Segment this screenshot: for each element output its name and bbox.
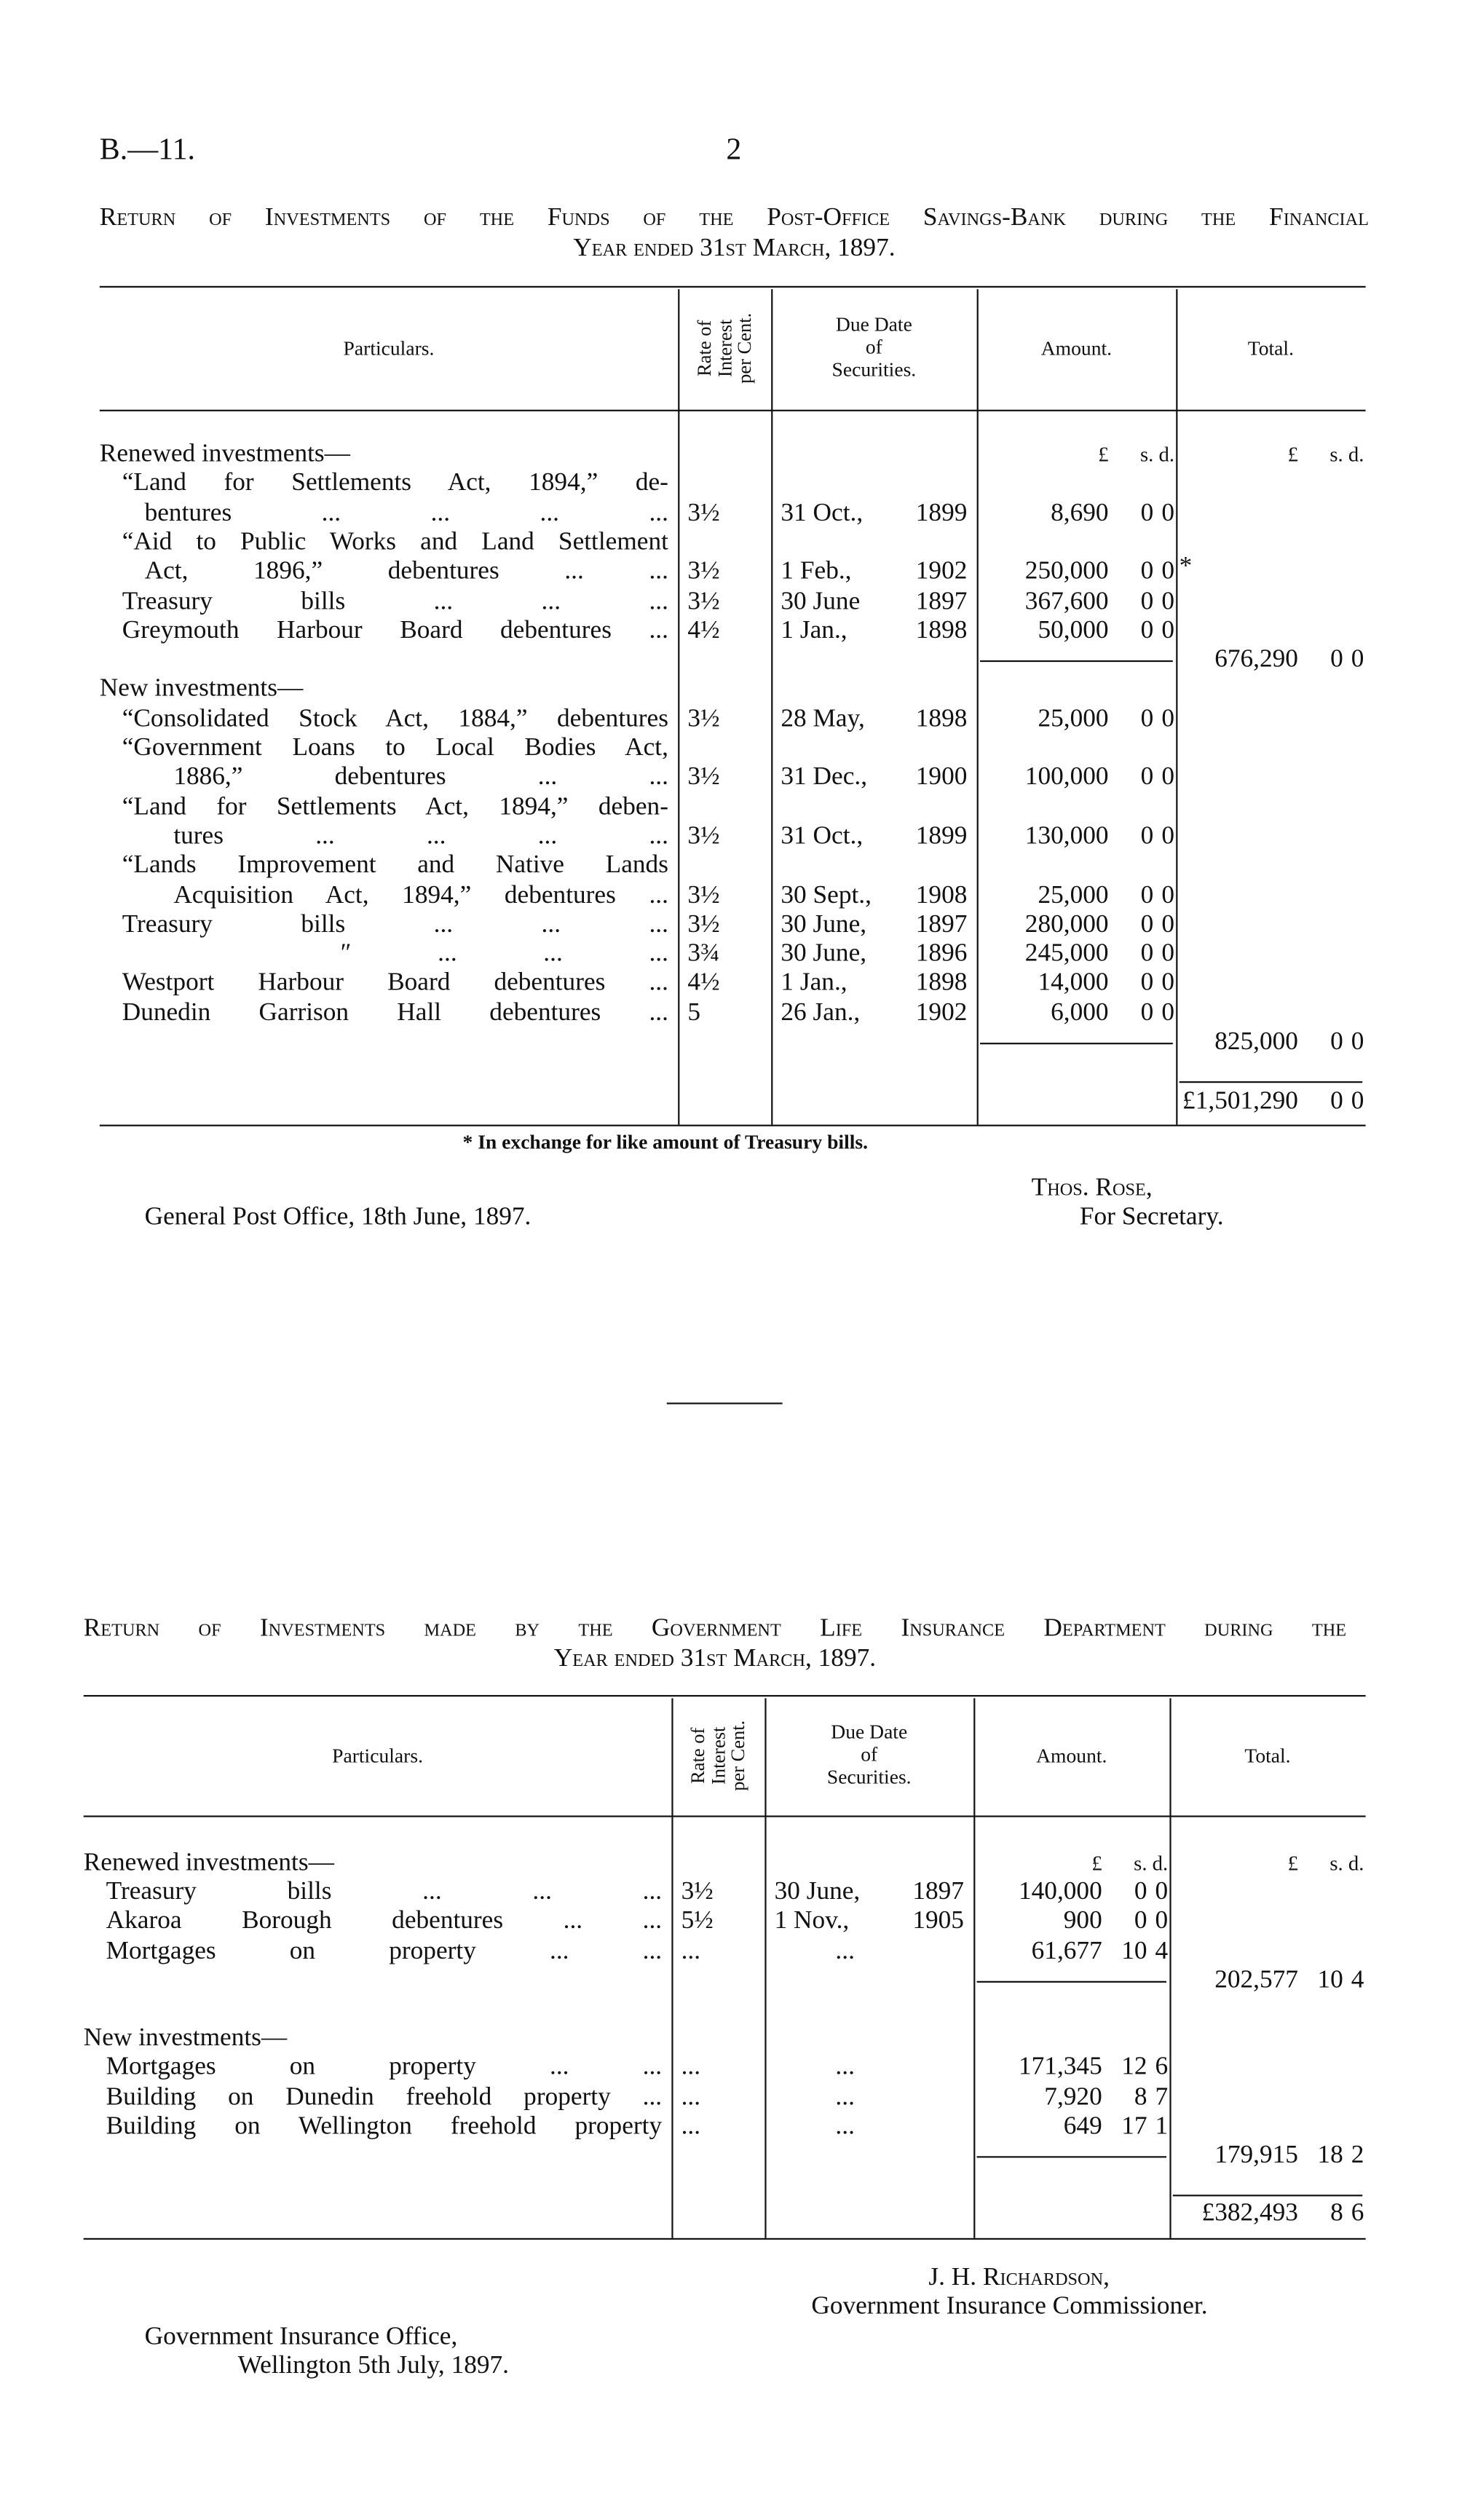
header-rate-line: per Cent. — [726, 1719, 749, 1790]
row-particulars: bentures ... ... ... ... — [144, 499, 668, 526]
row-amount-pence: 0 — [1161, 822, 1175, 850]
row-amount-shillings: 12 — [1121, 2053, 1147, 2082]
row-total-shillings: s. — [1329, 1851, 1343, 1876]
row-total-shillings: 10 — [1317, 1966, 1343, 1994]
row-total-pounds: £ — [1287, 1851, 1298, 1876]
header-particulars: Particulars. — [343, 336, 435, 360]
table2-title-line1: Return of Investments made by the Government Life Insurance Department during the — [83, 1614, 1347, 1643]
row-amount-shillings: 17 — [1121, 2112, 1147, 2140]
row-amount-pence: 6 — [1155, 2053, 1169, 2082]
row-particulars: Acquisition Act, 1894,” debentures ... — [173, 881, 668, 909]
header-due-date — [764, 1720, 973, 1788]
row-due-year: 1898 — [915, 705, 968, 732]
row-due-day: 30 June, — [774, 1878, 861, 1906]
row-particulars: “Consolidated Stock Act, 1884,” debentures — [122, 705, 668, 732]
row-amount-pounds: 130,000 — [1024, 822, 1109, 850]
row-amount-pence: 0 — [1161, 763, 1175, 791]
row-amount-pounds: 25,000 — [1038, 705, 1109, 732]
header-due-line: Securities. — [826, 1764, 912, 1788]
row-amount-pounds: 8,690 — [1051, 499, 1109, 526]
row-due-year: 1902 — [915, 998, 968, 1027]
row-rate: 3½ — [687, 499, 720, 526]
row-rate: 3½ — [687, 881, 720, 909]
row-rate: 3½ — [687, 763, 720, 791]
row-total-pounds: 825,000 — [1214, 1028, 1298, 1056]
row-due-year: 1899 — [915, 499, 968, 526]
header-rule — [84, 1815, 1366, 1817]
row-rate: 5½ — [681, 1908, 714, 1935]
row-particulars: Westport Harbour Board debentures ... — [122, 969, 668, 997]
row-rate: ... — [681, 2083, 701, 2111]
row-total-pence: 4 — [1351, 1966, 1364, 1994]
row-amount-shillings: 0 — [1140, 940, 1154, 968]
row-amount-shillings: 0 — [1140, 763, 1154, 791]
row-due-day: 26 Jan., — [781, 998, 861, 1027]
row-amount-shillings: 0 — [1140, 587, 1154, 615]
row-amount-pence: 0 — [1161, 998, 1175, 1027]
row-rate: 3½ — [687, 705, 720, 732]
table1-footnote: * In exchange for like amount of Treasury bills. — [462, 1131, 869, 1154]
row-due-year: 1908 — [915, 881, 968, 909]
header-total: Total. — [1244, 1744, 1291, 1767]
header-amount: Amount. — [1040, 336, 1113, 360]
row-rate: 5 — [687, 998, 701, 1027]
table-row — [0, 2054, 1462, 2083]
row-due-day: 31 Oct., — [781, 822, 864, 850]
table1-title-line2: Year ended 31st March, 1897. — [573, 234, 896, 262]
row-particulars: New investments— — [83, 2024, 288, 2053]
row-amount-pence: 0 — [1161, 499, 1175, 526]
row-amount-shillings: 0 — [1134, 1908, 1147, 1935]
table2-signatory: J. H. Richardson, — [928, 2264, 1110, 2291]
row-amount-shillings: 0 — [1140, 969, 1154, 997]
row-total-pounds: 179,915 — [1214, 2141, 1298, 2169]
header-rate-line: Rate of — [692, 319, 716, 376]
row-amount-pence: 0 — [1161, 616, 1175, 644]
row-due-year: 1897 — [912, 1878, 964, 1906]
row-due-dots: ... — [835, 2083, 855, 2111]
row-particulars: Greymouth Harbour Board debentures ... — [122, 616, 668, 644]
table-row — [0, 2083, 1462, 2112]
header-rate-line: Interest — [713, 318, 736, 376]
row-total-pence: 6 — [1351, 2200, 1364, 2228]
row-particulars: Building on Dunedin freehold property ... — [106, 2083, 663, 2111]
row-due-day: 28 May, — [781, 705, 865, 732]
row-amount-pounds: 50,000 — [1038, 616, 1109, 644]
row-amount-pounds: 250,000 — [1024, 558, 1109, 585]
row-due-year: 1898 — [915, 616, 968, 644]
row-amount-pence: 0 — [1155, 1878, 1169, 1906]
row-total-pounds: £382,493 — [1201, 2200, 1298, 2228]
row-particulars: Akaroa Borough debentures ... ... — [106, 1908, 663, 1935]
row-particulars: Dunedin Garrison Hall debentures ... — [122, 998, 668, 1027]
row-due-year: 1897 — [915, 587, 968, 615]
table-row — [0, 1879, 1462, 1908]
row-amount-pounds: 61,677 — [1031, 1937, 1102, 1964]
table-row — [0, 2025, 1462, 2054]
table-row — [0, 1996, 1462, 2025]
row-footnote-mark: * — [1179, 553, 1193, 580]
row-due-day: 30 June — [781, 587, 861, 615]
table-row — [0, 2200, 1462, 2229]
table-row — [0, 1937, 1462, 1966]
row-particulars: “Land for Settlements Act, 1894,” deben- — [122, 793, 668, 821]
row-amount-pence: 1 — [1155, 2112, 1169, 2140]
row-due-dots: ... — [835, 2112, 855, 2140]
row-particulars: tures ... ... ... ... — [173, 822, 668, 850]
row-rate: ... — [681, 2053, 701, 2082]
row-amount-pence: 0 — [1161, 558, 1175, 585]
row-due-day: 1 Jan., — [781, 616, 847, 644]
row-total-pounds: £1,501,290 — [1182, 1086, 1298, 1115]
row-total-pounds: 202,577 — [1214, 1966, 1298, 1994]
row-rate: ... — [681, 2112, 701, 2140]
header-due-line: Due Date — [831, 1720, 908, 1743]
row-amount-shillings: 0 — [1140, 705, 1154, 732]
row-particulars: Mortgages on property ... ... — [106, 2053, 663, 2082]
row-particulars: ″ ... ... ... — [340, 940, 668, 968]
row-due-year: 1897 — [915, 910, 968, 939]
row-amount-shillings: s. — [1139, 441, 1154, 466]
row-total-shillings: 0 — [1330, 1028, 1343, 1056]
header-rate-line: Rate of — [686, 1726, 709, 1783]
subtotal-rule — [977, 2156, 1166, 2157]
row-particulars: Act, 1896,” debentures ... ... — [144, 558, 668, 585]
row-due-year: 1899 — [915, 822, 968, 850]
row-rate: 3½ — [687, 558, 720, 585]
row-amount-pence: 4 — [1155, 1937, 1169, 1964]
header-particulars: Particulars. — [332, 1744, 423, 1767]
row-amount-pounds: £ — [1091, 1851, 1102, 1876]
row-amount-pounds: 245,000 — [1024, 940, 1109, 968]
row-due-day: 31 Dec., — [781, 763, 868, 791]
row-due-dots: ... — [835, 1937, 855, 1964]
row-amount-pounds: 6,000 — [1051, 998, 1109, 1027]
row-amount-pounds: 100,000 — [1024, 763, 1109, 791]
row-amount-pence: 0 — [1161, 969, 1175, 997]
row-rate: 3¾ — [687, 940, 720, 968]
header-due-line: of — [861, 1742, 878, 1765]
row-amount-pence: 0 — [1161, 940, 1175, 968]
table1-signatory-title: For Secretary. — [1079, 1203, 1224, 1231]
row-total-pence: 0 — [1351, 646, 1364, 674]
header-due-line: of — [865, 335, 882, 358]
row-particulars: Treasury bills ... ... ... — [106, 1878, 663, 1906]
table-row — [0, 1966, 1462, 1995]
row-amount-pounds: 140,000 — [1018, 1878, 1102, 1906]
row-rate: 4½ — [687, 969, 720, 997]
table-bottom-rule — [84, 2238, 1366, 2240]
row-total-pence: 0 — [1351, 1028, 1364, 1056]
row-amount-pence: 0 — [1161, 910, 1175, 939]
table-row — [0, 2171, 1462, 2200]
table2-office: Government Insurance Office, — [144, 2323, 458, 2351]
table-row — [0, 1849, 1462, 1879]
row-amount-shillings: 0 — [1140, 881, 1154, 909]
row-amount-shillings: 0 — [1140, 822, 1154, 850]
header-total: Total. — [1247, 336, 1295, 360]
row-particulars: Treasury bills ... ... ... — [122, 587, 668, 615]
row-particulars: Treasury bills ... ... ... — [122, 910, 668, 939]
header-rate — [688, 1697, 748, 1813]
row-amount-shillings: 0 — [1140, 998, 1154, 1027]
row-due-dots: ... — [835, 2053, 855, 2082]
row-total-pence: d. — [1348, 441, 1364, 466]
row-due-year: 1898 — [915, 969, 968, 997]
row-particulars: “Government Loans to Local Bodies Act, — [122, 734, 668, 762]
row-due-year: 1896 — [915, 940, 968, 968]
row-amount-shillings: 0 — [1140, 558, 1154, 585]
row-amount-pence: d. — [1158, 441, 1175, 466]
row-amount-pence: 0 — [1161, 881, 1175, 909]
table1-signatory: Thos. Rose, — [1031, 1174, 1153, 1202]
subtotal-rule — [977, 1980, 1166, 1982]
header-due-line: Due Date — [835, 312, 912, 336]
row-rate: 3½ — [687, 587, 720, 615]
row-amount-pounds: 900 — [1063, 1908, 1102, 1935]
total-rule — [1173, 2195, 1362, 2197]
row-total-pence: 0 — [1351, 1086, 1364, 1115]
row-particulars: New investments— — [99, 675, 304, 703]
table-row — [0, 2112, 1462, 2141]
row-total-pence: d. — [1348, 1851, 1364, 1876]
row-total-shillings: s. — [1329, 441, 1343, 466]
row-total-shillings: 18 — [1317, 2141, 1343, 2169]
row-amount-shillings: 10 — [1121, 1937, 1147, 1964]
row-due-day: 30 Sept., — [781, 881, 872, 909]
table-row — [0, 1908, 1462, 1937]
row-amount-pence: 0 — [1155, 1908, 1169, 1935]
row-due-day: 31 Oct., — [781, 499, 864, 526]
row-particulars: “Lands Improvement and Native Lands — [122, 851, 668, 880]
row-amount-pounds: 367,600 — [1024, 587, 1109, 615]
row-amount-pounds: 7,920 — [1044, 2083, 1102, 2111]
row-rate: 4½ — [687, 616, 720, 644]
page-number: 2 — [726, 133, 742, 167]
row-particulars: 1886,” debentures ... ... — [173, 763, 668, 791]
row-amount-shillings: s. — [1134, 1851, 1147, 1876]
row-total-pounds: 676,290 — [1214, 646, 1298, 674]
row-total-pounds: £ — [1287, 441, 1298, 466]
row-amount-pounds: £ — [1098, 441, 1109, 466]
row-rate: 3½ — [681, 1878, 714, 1906]
header-due-line: Securities. — [831, 357, 917, 380]
row-amount-shillings: 0 — [1140, 499, 1154, 526]
row-due-year: 1905 — [912, 1908, 964, 1935]
row-amount-shillings: 8 — [1134, 2083, 1147, 2111]
row-particulars: Building on Wellington freehold property — [106, 2112, 663, 2140]
row-amount-shillings: 0 — [1140, 910, 1154, 939]
table-row — [0, 2141, 1462, 2171]
row-due-day: 30 June, — [781, 940, 867, 968]
row-due-day: 1 Feb., — [781, 558, 852, 585]
row-due-year: 1900 — [915, 763, 968, 791]
row-amount-shillings: 0 — [1140, 616, 1154, 644]
row-rate: 3½ — [687, 910, 720, 939]
row-due-day: 30 June, — [781, 910, 867, 939]
table-top-rule — [84, 1695, 1366, 1697]
row-amount-pence: 0 — [1161, 587, 1175, 615]
table2-title-line2: Year ended 31st March, 1897. — [553, 1645, 877, 1673]
table1-title-line1: Return of Investments of the Funds of the Post-Office Savings-Bank during the Financial — [99, 204, 1370, 232]
row-rate: ... — [681, 1937, 701, 1964]
row-particulars: “Land for Settlements Act, 1894,” de- — [122, 469, 668, 497]
table1-place-date: General Post Office, 18th June, 1897. — [144, 1203, 532, 1231]
row-due-day: 1 Nov., — [774, 1908, 850, 1935]
row-amount-pounds: 280,000 — [1024, 910, 1109, 939]
row-due-day: 1 Jan., — [781, 969, 847, 997]
row-amount-pounds: 14,000 — [1038, 969, 1109, 997]
row-particulars: Renewed investments— — [83, 1849, 334, 1877]
row-due-year: 1902 — [915, 558, 968, 585]
row-amount-pence: d. — [1152, 1851, 1169, 1876]
table2-place-date: Wellington 5th July, 1897. — [237, 2352, 510, 2379]
row-amount-pounds: 171,345 — [1018, 2053, 1102, 2082]
row-particulars: Mortgages on property ... ... — [106, 1937, 663, 1964]
table2-signatory-title: Government Insurance Commissioner. — [811, 2292, 1208, 2320]
row-amount-pence: 0 — [1161, 705, 1175, 732]
row-amount-shillings: 0 — [1134, 1878, 1147, 1906]
row-amount-pounds: 25,000 — [1038, 881, 1109, 909]
row-amount-pounds: 649 — [1063, 2112, 1102, 2140]
document-reference: B.—11. — [99, 133, 196, 167]
header-amount: Amount. — [1036, 1744, 1107, 1767]
row-particulars: Renewed investments— — [99, 440, 350, 468]
row-particulars: “Aid to Public Works and Land Settlement — [122, 528, 668, 556]
row-total-shillings: 8 — [1330, 2200, 1343, 2228]
row-total-shillings: 0 — [1330, 646, 1343, 674]
row-total-pence: 2 — [1351, 2141, 1364, 2169]
header-rate-line: per Cent. — [732, 312, 756, 383]
header-rate-line: Interest — [706, 1726, 730, 1784]
row-total-shillings: 0 — [1330, 1086, 1343, 1115]
row-rate: 3½ — [687, 822, 720, 850]
row-amount-pence: 7 — [1155, 2083, 1169, 2111]
